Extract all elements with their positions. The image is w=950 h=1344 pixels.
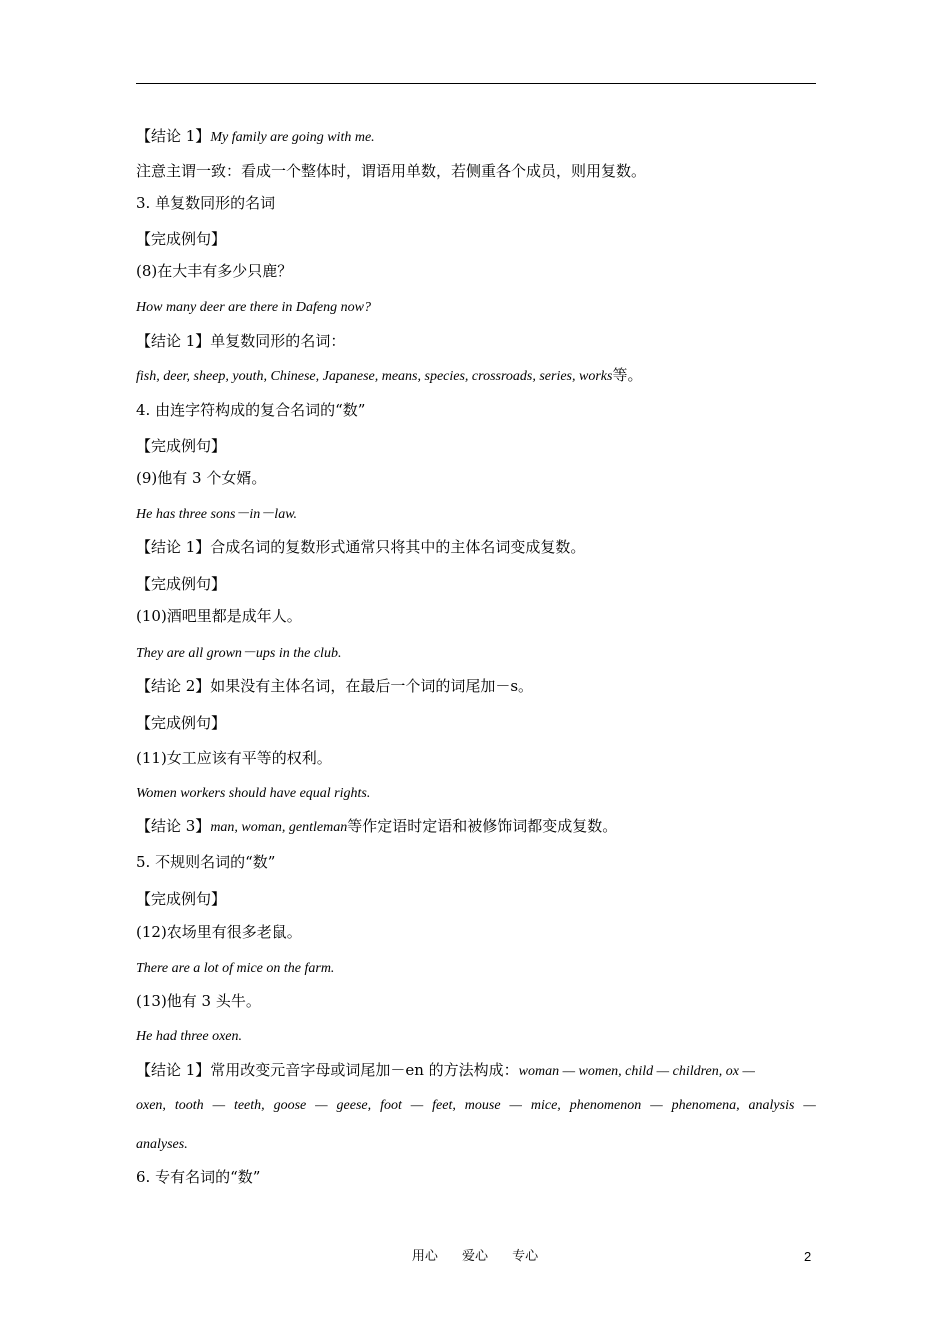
text-line: 注意主谓一致：看成一个整体时，谓语用单数，若侧重各个成员，则用复数。: [136, 162, 647, 180]
word: —: [650, 1098, 663, 1113]
word: —: [509, 1098, 522, 1113]
word: geese,: [336, 1098, 372, 1113]
word: analysis: [748, 1098, 795, 1113]
footer-text: 用心: [411, 1249, 438, 1264]
word: tooth: [174, 1098, 204, 1113]
word: feet,: [432, 1098, 456, 1113]
text-line: (11)女工应该有平等的权利。: [136, 749, 332, 767]
example-word-list: [136, 1096, 816, 1116]
word: oxen,: [136, 1098, 166, 1113]
text-line: 【结论 3】man, woman, gentleman等作定语时定语和被修饰词都变成复数。: [136, 817, 618, 835]
header-rule: [136, 83, 816, 84]
text-line: (9)他有 3 个女婿。: [136, 469, 267, 487]
page-number: 2: [804, 1249, 812, 1264]
word: —: [212, 1098, 226, 1113]
text-line: (8)在大丰有多少只鹿？: [136, 262, 293, 280]
text-line: 【结论 1】常用改变元音字母或词尾加－en 的方法构成：woman — women, child — children, ox —: [136, 1061, 755, 1079]
word: —: [803, 1098, 816, 1113]
text-line: 【结论 1】合成名词的复数形式通常只将其中的主体名词变成复数。: [136, 538, 586, 556]
text-line: (13)他有 3 头牛。: [136, 992, 261, 1010]
section-heading: 6. 专有名词的“数”: [136, 1168, 261, 1186]
text-line: 【完成例句】: [136, 714, 227, 732]
text-line: 【结论 2】如果没有主体名词，在最后一个词的词尾加－s。: [136, 677, 534, 695]
section-heading: 5. 不规则名词的“数”: [136, 853, 276, 871]
word: goose: [273, 1098, 307, 1113]
example-sentence: He has three sons－in－law.: [136, 507, 297, 522]
example-word-list: analyses.: [136, 1137, 188, 1152]
word: foot: [380, 1098, 402, 1113]
text-line: (12)农场里有很多老鼠。: [136, 923, 302, 941]
example-sentence: He had three oxen.: [136, 1029, 242, 1044]
word: phenomena,: [671, 1098, 740, 1113]
word: teeth,: [233, 1098, 265, 1113]
word: mice,: [530, 1098, 561, 1113]
example-sentence: They are all grown－ups in the club.: [136, 646, 342, 661]
word: mouse: [464, 1098, 501, 1113]
text-line: 【完成例句】: [136, 575, 227, 593]
text-line: 【结论 1】My family are going with me.: [136, 127, 375, 145]
footer-text: 专心: [512, 1249, 539, 1264]
section-heading: 3. 单复数同形的名词: [136, 194, 276, 212]
example-sentence: There are a lot of mice on the farm.: [136, 961, 335, 976]
text-line: 【完成例句】: [136, 230, 227, 248]
section-heading: 4. 由连字符构成的复合名词的“数”: [136, 401, 366, 419]
text-line: 【完成例句】: [136, 890, 227, 908]
word: —: [410, 1098, 424, 1113]
footer-text: 爱心: [461, 1249, 488, 1264]
word: —: [315, 1098, 328, 1113]
word: phenomenon: [569, 1098, 642, 1113]
text-line: (10)酒吧里都是成年人。: [136, 607, 302, 625]
text-line: fish, deer, sheep, youth, Chinese, Japanese, means, species, crossroads, series, works等。: [136, 366, 643, 384]
example-sentence: How many deer are there in Dafeng now?: [136, 300, 371, 315]
text-line: 【结论 1】单复数同形的名词：: [136, 332, 346, 350]
text-line: 【完成例句】: [136, 437, 227, 455]
example-sentence: Women workers should have equal rights.: [136, 786, 371, 801]
